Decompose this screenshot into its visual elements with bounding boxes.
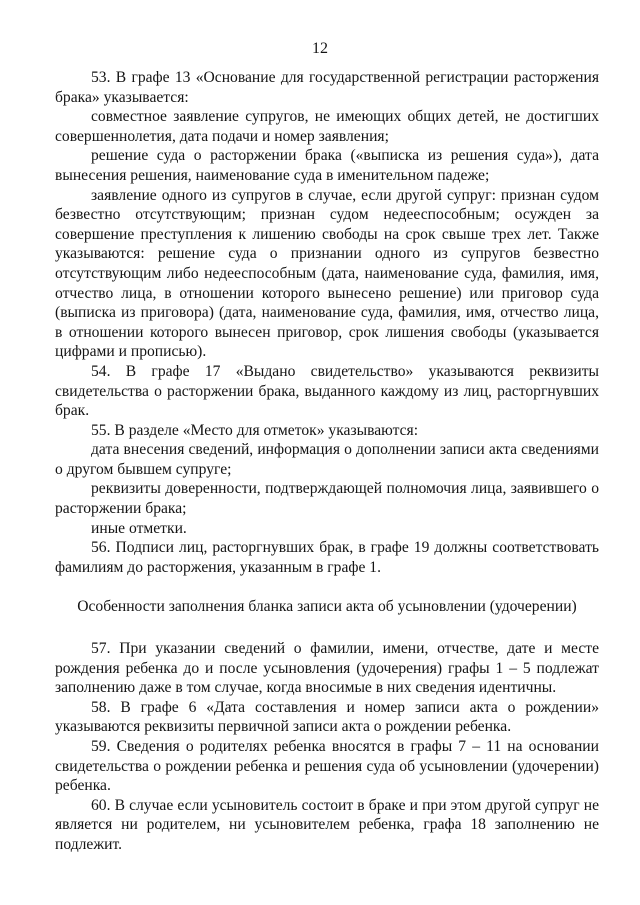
paragraph-58: 58. В графе 6 «Дата составления и номер записи акта о рождении» указываются реквизиты первичной записи акта о рождении ребенка.: [55, 698, 599, 736]
paragraph-55-item-1: дата внесения сведений, информация о дополнении записи акта сведениями о другом бывшем супруге;: [55, 441, 599, 478]
paragraph-54: 54. В графе 17 «Выдано свидетельство» указываются реквизиты свидетельства о расторжении брака, выданного каждому из лиц, расторгнувших брак.: [55, 362, 599, 420]
paragraph-59: 59. Сведения о родителях ребенка вносятся в графы 7 – 11 на основании свидетельства о рождении ребенка и решения суда об усыновлении (удочерении) ребенка.: [55, 738, 599, 795]
paragraph-53-item-2: решение суда о расторжении брака («выписка из решения суда»), дата вынесения решения, наименование суда в именительном падеже;: [55, 147, 599, 184]
paragraph-55: 55. В разделе «Место для отметок» указываются:: [91, 421, 419, 439]
section-heading: Особенности заполнения бланка записи акта об усыновлении (удочерении): [77, 598, 577, 616]
paragraph-53-item-1: совместное заявление супругов, не имеющих общих детей, не достигших совершеннолетия, дата подачи и номер заявления;: [55, 108, 599, 145]
document-body: [55, 68, 599, 855]
page-number: 12: [312, 40, 328, 57]
paragraph-60: 60. В случае если усыновитель состоит в браке и при этом другой супруг не является ни родителем, ни усыновителем ребенка, графа 18 заполнению не подлежит.: [55, 796, 599, 853]
paragraph-57: 57. При указании сведений о фамилии, имени, отчестве, дате и месте рождения ребенка до и после усыновления (удочерения) графы 1 – 5 подлежат заполнению даже в том случае, когда вносимые в них сведения идентичны.: [55, 640, 599, 697]
paragraph-55-item-2: реквизиты доверенности, подтверждающей полномочия лица, заявившего о расторжении брака;: [55, 480, 599, 518]
paragraph-53: 53. В графе 13 «Основание для государственной регистрации расторжения брака» указывается:: [55, 69, 599, 106]
paragraph-55-item-3: иные отметки.: [91, 519, 187, 537]
paragraph-53-item-3: заявление одного из супругов в случае, если другой супруг: признан судом безвестно отсутствующим; признан судом недееспособным; осужден за совершение преступления к лишению свободы на срок свыше трех лет. Также указываются: решение суда о признании одного из супругов безвестно отсутствующим либо недееспособным (дата, наименование суда, фамилия, имя, отчество лица, в отношении которого вынесено решение) или приговор суда (выписка из приговора) (дата, наименование суда, фамилия, имя, отчество лица, в отношении которого вынесен приговор, срок лишения свободы (указывается цифрами и прописью).: [55, 186, 599, 361]
paragraph-56: 56. Подписи лиц, расторгнувших брак, в графе 19 должны соответствовать фамилиям до расторжения, указанным в графе 1.: [55, 539, 599, 576]
